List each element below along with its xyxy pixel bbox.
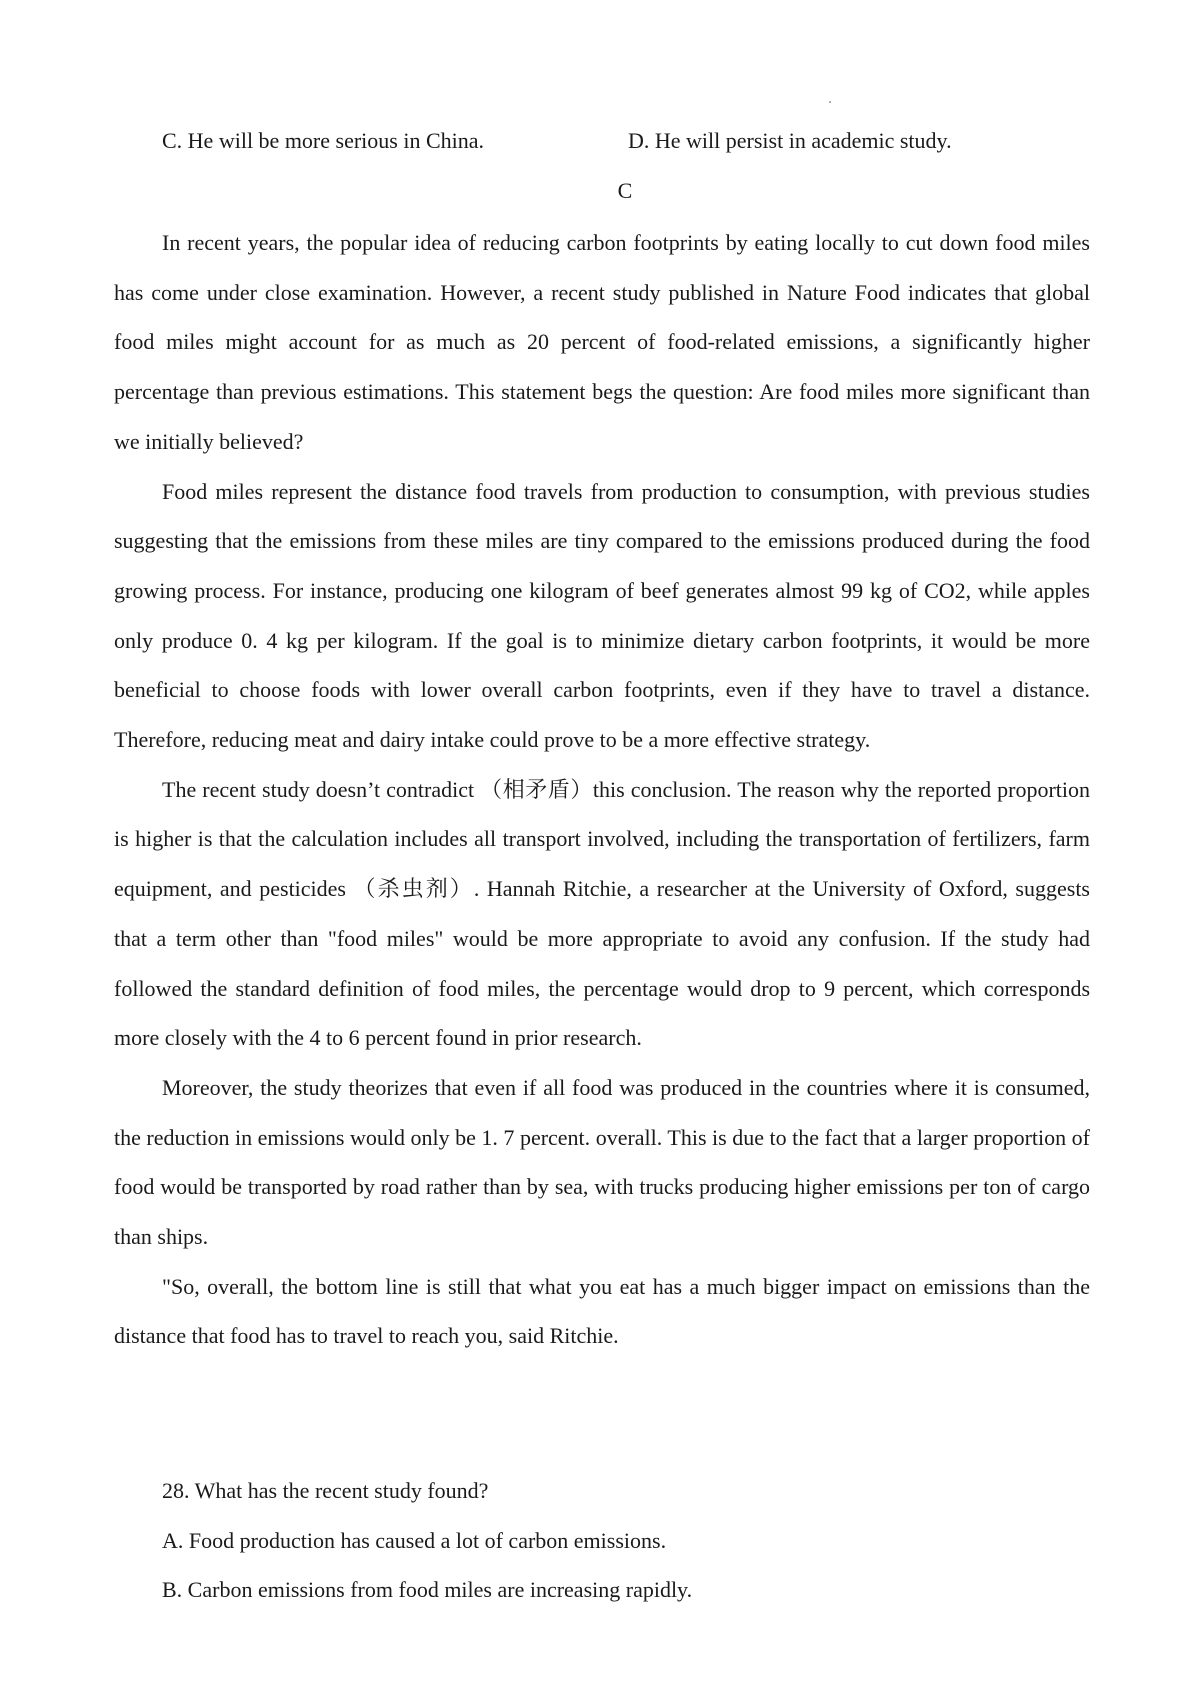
reading-passage bbox=[114, 218, 1090, 1361]
paragraph-2: Food miles represent the distance food travels from production to consumption, with previous studies suggesting that the emissions from these miles are tiny compared to the emissions produced during the food growing process. For instance, producing one kilogram of beef generates almost 99 kg of CO2, while apples only produce 0. 4 kg per kilogram. If the goal is to minimize dietary carbon footprints, it would be more beneficial to choose foods with lower overall carbon footprints, even if they have to travel a distance. Therefore, reducing meat and dairy intake could prove to be a more effective strategy. bbox=[114, 478, 1090, 753]
option-c: C. He will be more serious in China. bbox=[162, 128, 485, 153]
paragraph-3: The recent study doesn’t contradict （相矛盾）this conclusion. The reason why the reported proportion is higher is that the calculation includes all transport involved, including the transportation of fertilizers, farm equipment, and pesticides （杀虫剂）. Hannah Ritchie, a researcher at the University of Oxford, suggests that a term other than "food miles" would be more appropriate to avoid any confusion. If the study had followed the standard definition of food miles, the percentage would drop to 9 percent, which corresponds more closely with the 4 to 6 percent found in prior research. bbox=[114, 776, 1090, 1051]
question-stem: 28. What has the recent study found? bbox=[162, 1478, 489, 1503]
answer-option-a: A. Food production has caused a lot of carbon emissions. bbox=[162, 1527, 667, 1553]
previous-question-options bbox=[162, 124, 1062, 158]
paragraph-4: Moreover, the study theorizes that even if all food was produced in the countries where it is consumed, the reduction in emissions would only be 1. 7 percent. overall. This is due to the fact that a larger proportion of food would be transported by road rather than by sea, with trucks producing higher emissions per ton of cargo than ships. bbox=[114, 1074, 1090, 1250]
option-d: D. He will persist in academic study. bbox=[628, 128, 952, 153]
answer-option-b: B. Carbon emissions from food miles are increasing rapidly. bbox=[162, 1577, 693, 1603]
paragraph-1: In recent years, the popular idea of reducing carbon footprints by eating locally to cut down food miles has come under close examination. However, a recent study published in Nature Food indicates that global food miles might account for as much as 20 percent of food-related emissions, a significantly higher percentage than previous estimations. This statement begs the question: Are food miles more significant than we initially believed? bbox=[114, 230, 1090, 454]
passage-section-letter: C bbox=[617, 178, 633, 203]
question-28 bbox=[162, 1466, 1062, 1615]
paragraph-5: "So, overall, the bottom line is still that what you eat has a much bigger impact on emissions than the distance that food has to travel to reach you, said Ritchie. bbox=[114, 1273, 1090, 1349]
scan-speck bbox=[829, 101, 831, 103]
